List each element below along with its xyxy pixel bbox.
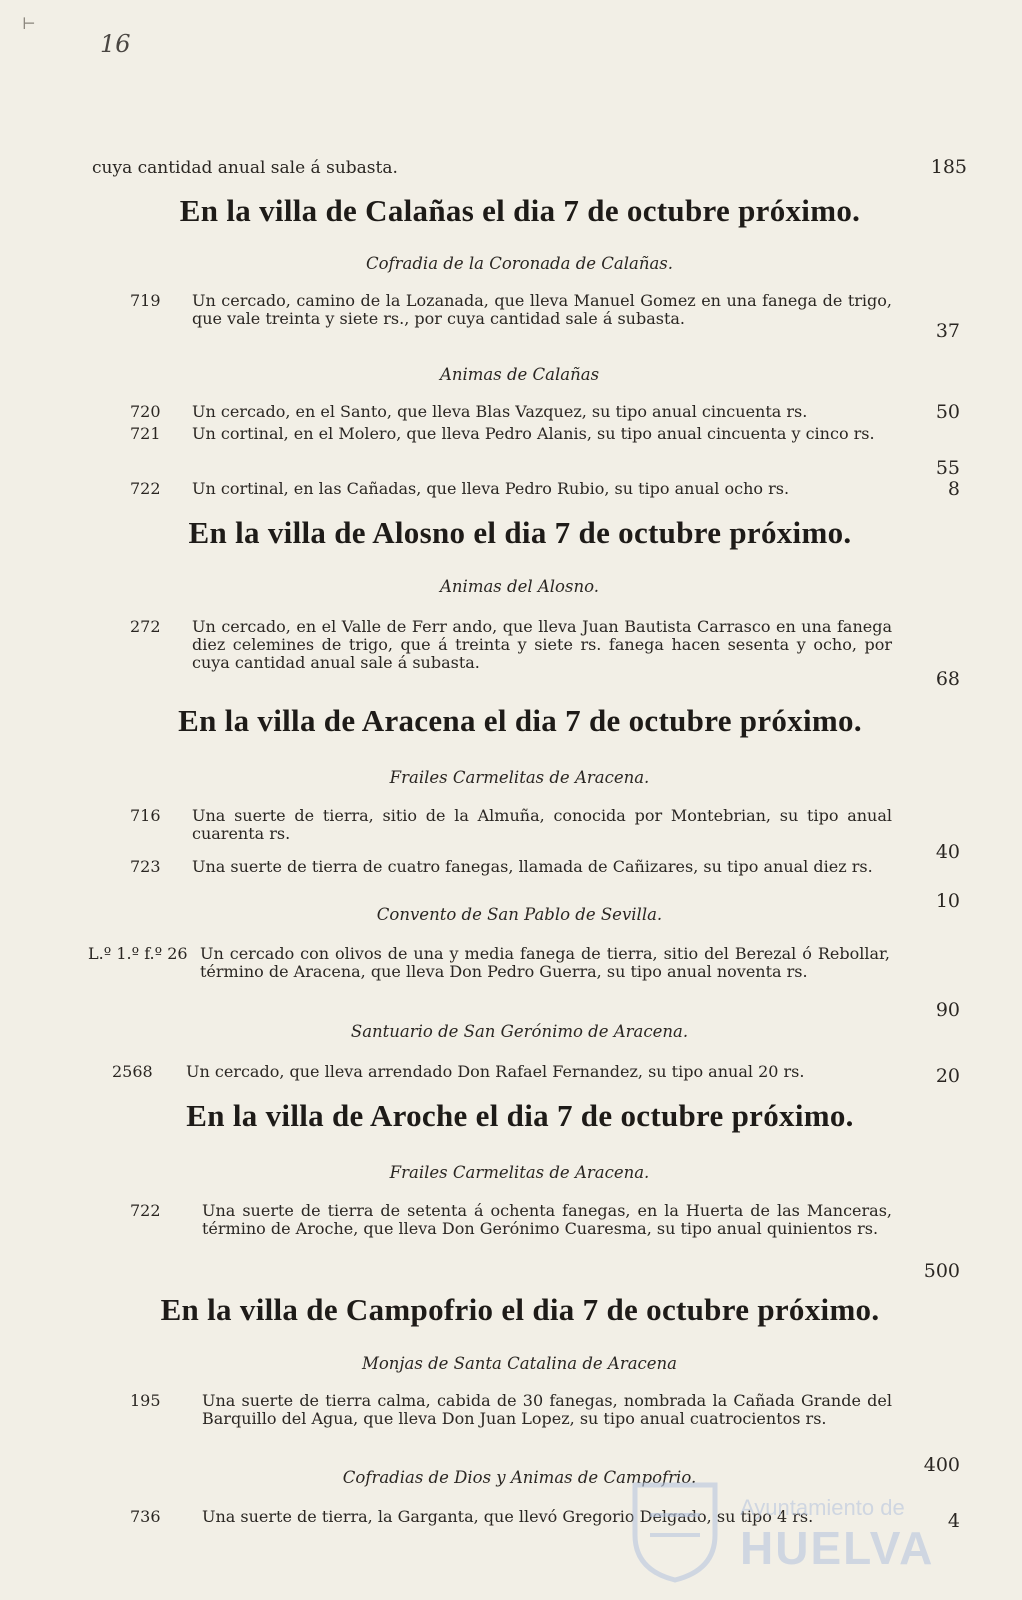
entry-amount: 68 <box>935 668 960 690</box>
watermark-line1: Ayuntamiento de <box>740 1495 905 1520</box>
entry-text: Una suerte de tierra de cuatro fanegas, llamada de Cañizares, su tipo anual diez rs. <box>192 857 873 876</box>
entry-text: Una suerte de tierra de setenta á ochenta fanegas, en la Huerta de las Manceras, término de Aroche, que lleva Don Gerónimo Cuaresma, su tipo anual quinientos rs. <box>202 1201 892 1238</box>
archive-watermark <box>620 1455 960 1585</box>
group-title: Convento de San Pablo de Sevilla. <box>376 905 663 924</box>
entry-number: 716 <box>130 806 161 825</box>
corner-mark: ⊢ <box>22 14 36 33</box>
entry-text: Un cercado, en el Valle de Ferr ando, que lleva Juan Bautista Carrasco en una fanega diez celemines de trigo, que á treinta y siete rs. fanega hacen sesenta y ocho, por cuya cantidad anual sale á subasta. <box>192 617 892 672</box>
entry-text: Una suerte de tierra, sitio de la Almuña, conocida por Montebrian, su tipo anual cuarenta rs. <box>192 806 892 843</box>
group-title: Frailes Carmelitas de Aracena. <box>389 1163 650 1182</box>
entry-text: Un cercado con olivos de una y media fanega de tierra, sitio del Berezal ó Rebollar, término de Aracena, que lleva Don Pedro Guerra, su tipo anual noventa rs. <box>200 944 890 981</box>
page-number: 185 <box>930 156 967 178</box>
entry-number: L.º 1.º f.º 26 <box>88 944 188 963</box>
entry-number: 195 <box>130 1391 161 1410</box>
entry-amount: 40 <box>935 841 960 863</box>
entry-amount: 500 <box>923 1260 960 1282</box>
entry-number: 723 <box>130 857 161 876</box>
section-heading: En la villa de Alosno el dia 7 de octubre próximo. <box>188 515 852 550</box>
entry-text: Un cercado, camino de la Lozanada, que lleva Manuel Gomez en una fanega de trigo, que vale treinta y siete rs., por cuya cantidad sale á subasta. <box>192 291 892 328</box>
entry-number: 272 <box>130 617 161 636</box>
entry-amount: 55 <box>935 457 960 479</box>
watermark-line2: HUELVA <box>740 1522 935 1574</box>
group-title: Animas del Alosno. <box>440 577 599 596</box>
running-head-text: cuya cantidad anual sale á subasta. <box>92 158 398 178</box>
entry-text: Una suerte de tierra, la Garganta, que llevó Gregorio Delgado, su tipo 4 rs. <box>202 1507 814 1526</box>
entry-number: 722 <box>130 1201 161 1220</box>
entry-amount: 37 <box>935 320 960 342</box>
running-head <box>92 158 967 178</box>
group-title: Animas de Calañas <box>439 365 600 384</box>
section-heading: En la villa de Calañas el dia 7 de octubre próximo. <box>179 193 861 228</box>
entry-amount: 90 <box>935 999 960 1021</box>
group-title: Monjas de Santa Catalina de Aracena <box>361 1354 678 1373</box>
crest-icon <box>620 1475 730 1585</box>
entry-text: Un cercado, en el Santo, que lleva Blas Vazquez, su tipo anual cincuenta rs. <box>192 402 808 421</box>
entry-number: 720 <box>130 402 161 421</box>
section-heading: En la villa de Campofrio el dia 7 de octubre próximo. <box>160 1292 880 1327</box>
entry-amount: 400 <box>923 1454 960 1476</box>
group-title: Santuario de San Gerónimo de Aracena. <box>350 1022 689 1041</box>
entry-amount: 8 <box>947 478 960 500</box>
entry-text: Un cortinal, en las Cañadas, que lleva Pedro Rubio, su tipo anual ocho rs. <box>192 479 790 498</box>
group-title: Cofradia de la Coronada de Calañas. <box>365 254 674 273</box>
entry-amount: 50 <box>935 401 960 423</box>
entry-amount: 4 <box>947 1510 960 1532</box>
entry-amount: 20 <box>935 1065 960 1087</box>
entry-number: 736 <box>130 1507 161 1526</box>
entry-number: 2568 <box>112 1062 153 1081</box>
entry-number: 721 <box>130 424 161 443</box>
handwritten-mark: 16 <box>100 30 131 58</box>
entry-number: 719 <box>130 291 161 310</box>
entry-number: 722 <box>130 479 161 498</box>
entry-amount: 10 <box>935 890 960 912</box>
entry-text: Un cercado, que lleva arrendado Don Rafael Fernandez, su tipo anual 20 rs. <box>186 1062 805 1081</box>
group-title: Frailes Carmelitas de Aracena. <box>389 768 650 787</box>
entry-text: Un cortinal, en el Molero, que lleva Pedro Alanis, su tipo anual cincuenta y cinco rs. <box>192 424 875 443</box>
group-title: Cofradias de Dios y Animas de Campofrio. <box>342 1468 697 1487</box>
section-heading: En la villa de Aroche el dia 7 de octubre próximo. <box>186 1098 854 1133</box>
entry-text: Una suerte de tierra calma, cabida de 30 fanegas, nombrada la Cañada Grande del Barquillo del Agua, que lleva Don Juan Lopez, su tipo anual cuatrocientos rs. <box>202 1391 892 1428</box>
section-heading: En la villa de Aracena el dia 7 de octubre próximo. <box>178 703 862 738</box>
